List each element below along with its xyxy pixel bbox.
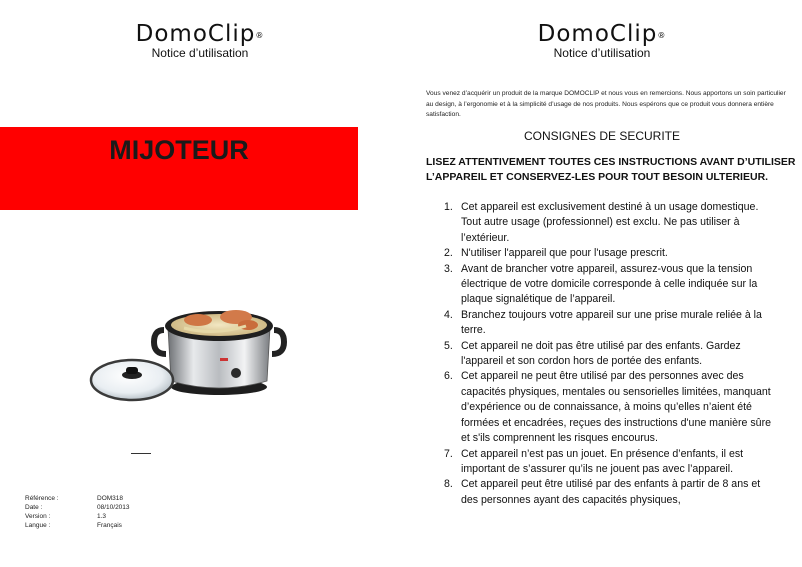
instruction-item: 5. Cet appareil ne doit pas être utilisé par des enfants. Gardez l'appareil et son cordon hors de portée des enfants. [444, 339, 741, 368]
cover-page [0, 0, 400, 567]
cooker-right-handle [272, 330, 284, 354]
instruction-item: 3. Avant de brancher votre appareil, assurez-vous que la tension électrique de votre domicile corresponde à celle indiquée sur la plaque signalétique de l’appareil. [444, 262, 758, 306]
slow-cooker-image [88, 295, 288, 455]
document-subtitle: Notice d’utilisation [151, 46, 249, 60]
brand-logo: DomoClip® [135, 21, 265, 47]
instruction-item: 1. Cet appareil est exclusivement destiné à un usage domestique. Tout autre usage (professionnel) est exclu. Ne pas utiliser à l’extérieur. [444, 201, 759, 244]
safety-page [402, 0, 802, 567]
brand-logo: DomoClip® [537, 21, 667, 47]
meta-reference: Référence : DOM318 [25, 495, 124, 502]
instruction-item: 7. Cet appareil n’est pas un jouet. En présence d’enfants, il est important de s’assurer qu’ils ne jouent pas avec l’appareil. [444, 447, 744, 475]
warning-text: LISEZ ATTENTIVEMENT TOUTES CES INSTRUCTIONS AVANT D’UTILISER L’APPAREIL ET CONSERVEZ-LES POUR TOUT BESOIN ULTERIEUR. [426, 156, 796, 183]
meta-date: Date : 08/10/2013 [25, 504, 130, 511]
title-banner [0, 127, 358, 210]
meta-language: Langue : Français [25, 522, 122, 529]
section-title: CONSIGNES DE SECURITE [523, 129, 681, 143]
logo-block-right [472, 22, 732, 60]
product-title: MIJOTEUR [109, 135, 249, 165]
instruction-item: 4. Branchez toujours votre appareil sur une prise murale reliée à la terre. [444, 308, 762, 337]
cooker-left-handle [154, 330, 166, 354]
glass-lid [91, 360, 173, 400]
instruction-item: 2. N'utiliser l'appareil que pour l'usage prescrit. [444, 247, 668, 260]
intro-paragraph: Vous venez d’acquérir un produit de la marque DOMOCLIP et nous vous en remercions. Nous apportons un soin particulier au design, à l’ergonomie et à la simplicité d’usage de nos produits. Nous espérons que ce produit vous donnera entière satisfaction. [426, 90, 786, 118]
divider [131, 453, 151, 454]
logo-block-left [70, 22, 330, 60]
safety-instructions-list [434, 200, 774, 508]
meta-version: Version : 1.3 [25, 513, 107, 520]
instruction-item: 6. Cet appareil ne peut être utilisé par des personnes avec des capacités physiques, mentales ou sensorielles limitées, manquant d’expérience ou de connaissance, à moins qu’elles n’aient été formées et encadrées, reçues des instructions d'une manière sûre et s'ils comprennent les risques encourus. [444, 370, 771, 445]
document-subtitle: Notice d’utilisation [553, 46, 651, 60]
instruction-item: 8. Cet appareil peut être utilisé par des enfants à partir de 8 ans et des personnes ayant des capacités physiques, [444, 478, 761, 506]
document-metadata [25, 494, 130, 530]
